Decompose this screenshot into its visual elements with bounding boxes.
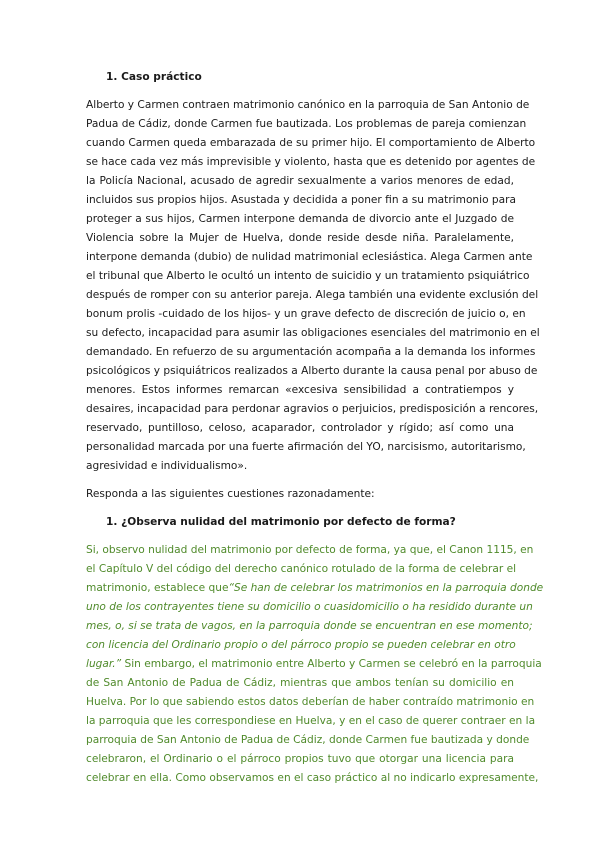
- question-heading: 1. ¿Observa nulidad del matrimonio por defecto de forma?: [106, 516, 456, 528]
- case-line: interpone demanda (dubio) de nulidad matrimonial eclesiástica. Alega Carmen ante: [86, 251, 533, 263]
- answer-line: parroquia de San Antonio de Padua de Cádiz, donde Carmen fue bautizada y donde: [86, 734, 530, 746]
- case-line: reservado, puntilloso, celoso, acaparador, controlador y rígido; así como una: [86, 422, 514, 434]
- answer-line: [86, 657, 542, 671]
- canon-quote-line: uno de los contrayentes tiene su domicilio o cuasidomicilio o ha residido durante un: [86, 601, 533, 613]
- case-line: Padua de Cádiz, donde Carmen fue bautizada. Los problemas de pareja comienzan: [86, 118, 527, 130]
- canon-quote: “Se han de celebrar los matrimonios en la parroquia donde: [228, 582, 544, 594]
- section-heading: 1. Caso práctico: [106, 71, 202, 83]
- answer-line: Si, observo nulidad del matrimonio por defecto de forma, ya que, el Canon 1115, en: [86, 544, 534, 556]
- answer-text: Sin embargo, el matrimonio entre Alberto y Carmen se celebró en la parroquia: [121, 658, 542, 670]
- case-line: incluidos sus propios hijos. Asustada y decidida a poner fin a su matrimonio para: [86, 194, 516, 206]
- case-line: cuando Carmen queda embarazada de su primer hijo. El comportamiento de Alberto: [86, 137, 536, 149]
- case-line: Alberto y Carmen contraen matrimonio canónico en la parroquia de San Antonio de: [86, 99, 530, 111]
- case-line: personalidad marcada por una fuerte afirmación del YO, narcisismo, autoritarismo,: [86, 441, 526, 453]
- answer-line: de San Antonio de Padua de Cádiz, mientras que ambos tenían su domicilio en: [86, 677, 514, 689]
- answer-line: celebrar en ella. Como observamos en el caso práctico al no indicarlo expresamente,: [86, 772, 539, 784]
- answer-line: la parroquia que les correspondiese en Huelva, y en el caso de querer contraer en la: [86, 715, 536, 727]
- case-line: psicológicos y psiquiátricos realizados a Alberto durante la causa penal por abuso de: [86, 365, 538, 377]
- canon-quote-line: mes, o, si se trata de vagos, en la parroquia donde se encuentran en ese momento;: [86, 620, 533, 632]
- case-line: demandado. En refuerzo de su argumentación acompaña a la demanda los informes: [86, 346, 536, 358]
- answer-line: el Capítulo V del código del derecho canónico rotulado de la forma de celebrar el: [86, 563, 517, 575]
- answer-line: celebraron, el Ordinario o el párroco propios tuvo que otorgar una licencia para: [86, 753, 514, 765]
- case-line: proteger a sus hijos, Carmen interpone demanda de divorcio ante el Juzgado de: [86, 213, 514, 225]
- case-line: su defecto, incapacidad para asumir las obligaciones esenciales del matrimonio en el: [86, 327, 540, 339]
- canon-quote-line: con licencia del Ordinario propio o del párroco propio se pueden celebrar en otro: [86, 639, 516, 651]
- case-line: después de romper con su anterior pareja. Alega también una evidente exclusión del: [86, 289, 539, 301]
- canon-quote: lugar.”: [86, 658, 122, 670]
- instruction-text: Responda a las siguientes cuestiones razonadamente:: [86, 488, 375, 500]
- case-line: menores. Estos informes remarcan «excesiva sensibilidad a contratiempos y: [86, 384, 514, 396]
- case-line: el tribunal que Alberto le ocultó un intento de suicidio y un tratamiento psiquiátrico: [86, 270, 530, 282]
- answer-line: [86, 581, 544, 595]
- case-line: desaires, incapacidad para perdonar agravios o perjuicios, predisposición a rencores,: [86, 403, 539, 415]
- case-line: se hace cada vez más imprevisible y violento, hasta que es detenido por agentes de: [86, 156, 536, 168]
- case-line: bonum prolis -cuidado de los hijos- y un grave defecto de discreción de juicio o, en: [86, 308, 526, 320]
- case-line: la Policía Nacional, acusado de agredir sexualmente a varios menores de edad,: [86, 175, 514, 187]
- answer-text: matrimonio, establece que: [86, 582, 229, 594]
- case-line: agresividad e individualismo».: [86, 460, 248, 472]
- case-line: Violencia sobre la Mujer de Huelva, donde reside desde niña. Paralelamente,: [86, 232, 514, 244]
- answer-line: Huelva. Por lo que sabiendo estos datos deberían de haber contraído matrimonio en: [86, 696, 535, 708]
